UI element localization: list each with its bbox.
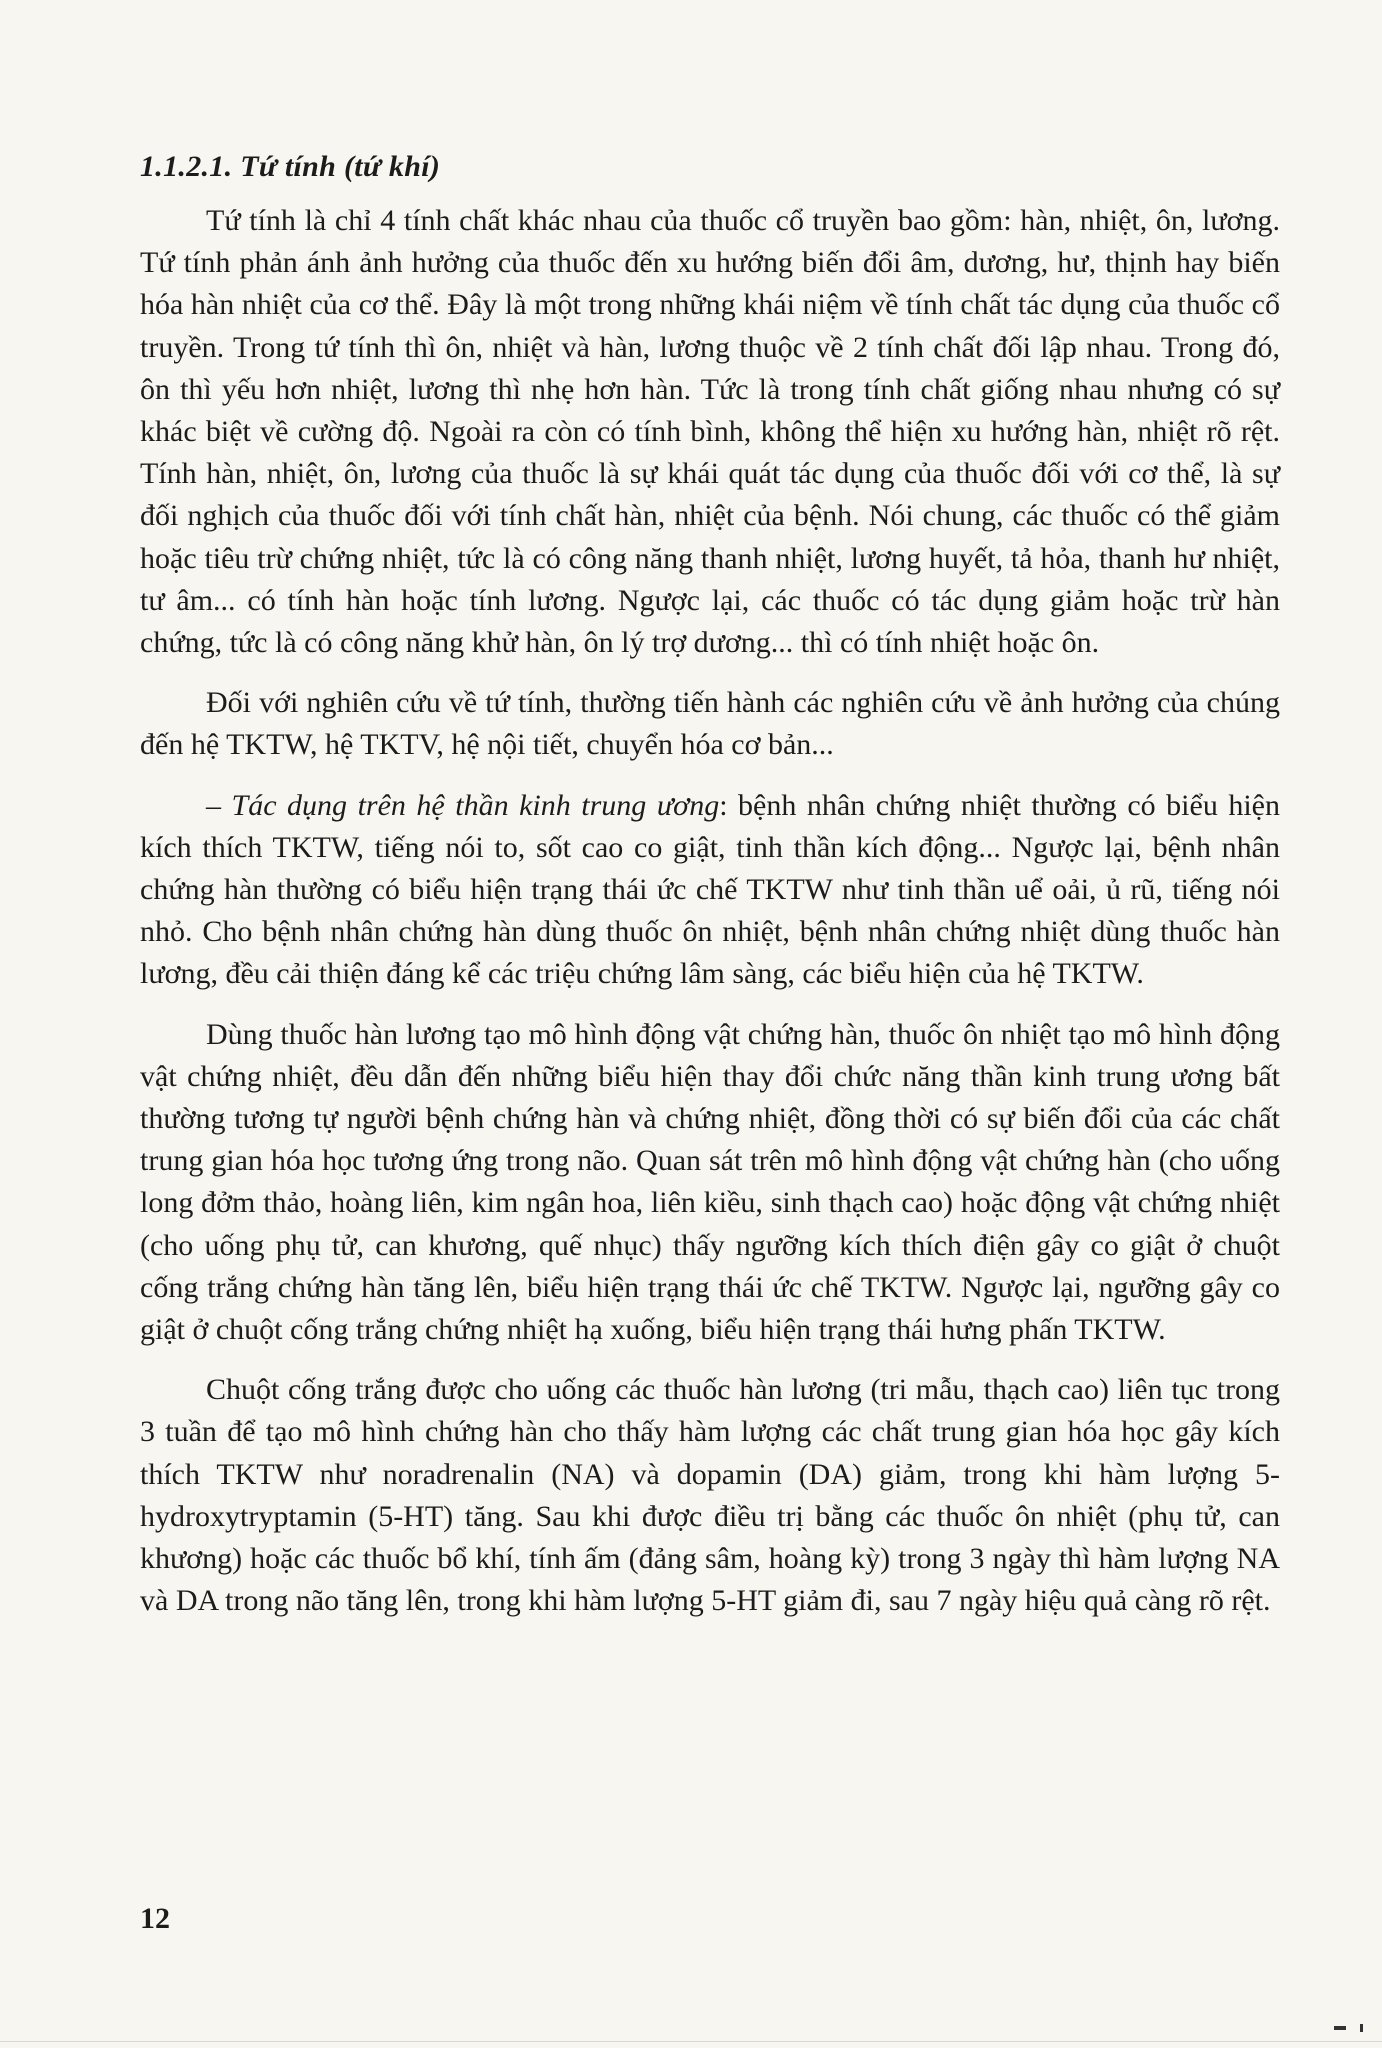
body-text xyxy=(140,200,1280,1642)
page-number: 12 xyxy=(140,1902,170,1935)
bullet-cns-effect xyxy=(140,785,1280,996)
paragraph-intro: Tứ tính là chỉ 4 tính chất khác nhau của thuốc cổ truyền bao gồm: hàn, nhiệt, ôn, lương. Tứ tính phản ánh ảnh hưởng của thuốc đến xu hướng biến đổi âm, dương, hư, thịnh hay biến hóa hàn nhiệt của cơ thể. Đây là một trong những khái niệm về tính chất tác dụng của thuốc cổ truyền. Trong tứ tính thì ôn, nhiệt và hàn, lương thuộc về 2 tính chất đối lập nhau. Trong đó, ôn thì yếu hơn nhiệt, lương thì nhẹ hơn hàn. Tức là trong tính chất giống nhau nhưng có sự khác biệt về cường độ. Ngoài ra còn có tính bình, không thể hiện xu hướng hàn, nhiệt rõ rệt. Tính hàn, nhiệt, ôn, lương của thuốc là sự khái quát tác dụng của thuốc đối với cơ thể, là sự đối nghịch của thuốc đối với tính chất hàn, nhiệt của bệnh. Nói chung, các thuốc có thể giảm hoặc tiêu trừ chứng nhiệt, tức là có công năng thanh nhiệt, lương huyết, tả hỏa, thanh hư nhiệt, tư âm... có tính hàn hoặc tính lương. Ngược lại, các thuốc có tác dụng giảm hoặc trừ hàn chứng, tức là có công năng khử hàn, ôn lý trợ dương... thì có tính nhiệt hoặc ôn. xyxy=(140,204,1280,660)
scan-mark-icon xyxy=(1334,2024,1368,2032)
section-heading: 1.1.2.1. Tứ tính (tứ khí) xyxy=(140,150,441,183)
bottom-divider xyxy=(0,2041,1382,2042)
paragraph-research: Đối với nghiên cứu về tứ tính, thường tiến hành các nghiên cứu về ảnh hưởng của chúng đến hệ TKTW, hệ TKTV, hệ nội tiết, chuyển hóa cơ bản... xyxy=(140,686,1280,762)
paragraph-rat-study: Chuột cống trắng được cho uống các thuốc hàn lương (tri mẫu, thạch cao) liên tục trong 3 tuần để tạo mô hình chứng hàn cho thấy hàm lượng các chất trung gian hóa học gây kích thích TKTW như noradrenalin (NA) và dopamin (DA) giảm, trong khi hàm lượng 5-hydroxytryptamin (5-HT) tăng. Sau khi được điều trị bằng các thuốc ôn nhiệt (phụ tử, can khương) hoặc các thuốc bổ khí, tính ấm (đảng sâm, hoàng kỳ) trong 3 ngày thì hàm lượng NA và DA trong não tăng lên, trong khi hàm lượng 5-HT giảm đi, sau 7 ngày hiệu quả càng rõ rệt. xyxy=(140,1373,1280,1618)
bullet-lead: – Tác dụng trên hệ thần kinh trung ương xyxy=(206,788,720,822)
bullet-text: : bệnh nhân chứng nhiệt thường có biểu hiện kích thích TKTW, tiếng nói to, sốt cao co giật, tinh thần kích động... Ngược lại, bệnh nhân chứng hàn thường có biểu hiện trạng thái ức chế TKTW như tinh thần uể oải, ủ rũ, tiếng nói nhỏ. Cho bệnh nhân chứng hàn dùng thuốc ôn nhiệt, bệnh nhân chứng nhiệt dùng thuốc hàn lương, đều cải thiện đáng kể các triệu chứng lâm sàng, các biểu hiện của hệ TKTW. xyxy=(140,788,1280,991)
paragraph-animal-models: Dùng thuốc hàn lương tạo mô hình động vật chứng hàn, thuốc ôn nhiệt tạo mô hình động vật chứng nhiệt, đều dẫn đến những biểu hiện thay đổi chức năng thần kinh trung ương bất thường tương tự người bệnh chứng hàn và chứng nhiệt, đồng thời có sự biến đổi của các chất trung gian hóa học tương ứng trong não. Quan sát trên mô hình động vật chứng hàn (cho uống long đởm thảo, hoàng liên, kim ngân hoa, liên kiều, sinh thạch cao) hoặc động vật chứng nhiệt (cho uống phụ tử, can khương, quế nhục) thấy ngưỡng kích thích điện gây co giật ở chuột cống trắng chứng hàn tăng lên, biểu hiện trạng thái ức chế TKTW. Ngược lại, ngưỡng gây co giật ở chuột cống trắng chứng nhiệt hạ xuống, biểu hiện trạng thái hưng phấn TKTW. xyxy=(140,1017,1280,1347)
